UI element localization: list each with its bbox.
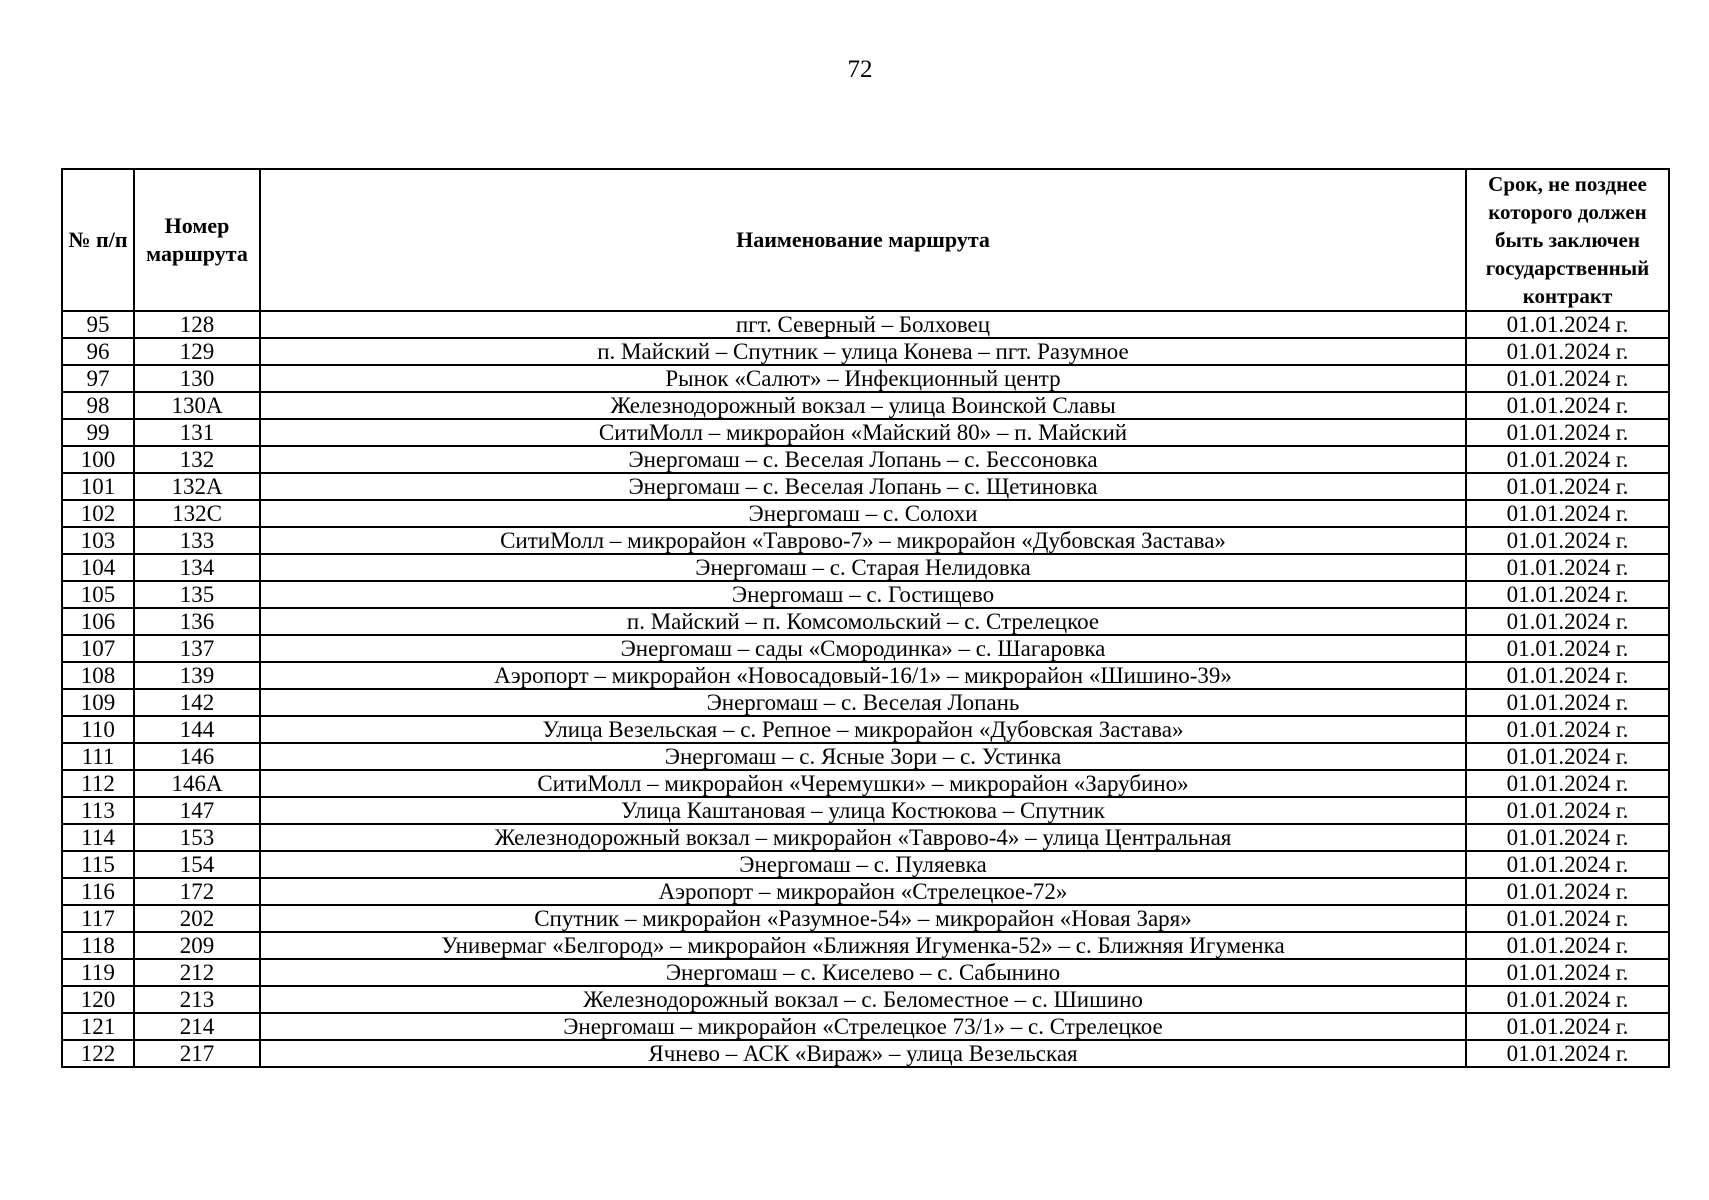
route-name: Рынок «Салют» – Инфекционный центр — [260, 365, 1466, 392]
contract-deadline: 01.01.2024 г. — [1466, 716, 1669, 743]
header-route-name: Наименование маршрута — [260, 169, 1466, 311]
route-number: 132А — [134, 473, 260, 500]
row-index: 119 — [62, 959, 134, 986]
table-row — [62, 797, 1669, 824]
row-index: 110 — [62, 716, 134, 743]
table-row — [62, 1013, 1669, 1040]
contract-deadline: 01.01.2024 г. — [1466, 1040, 1669, 1067]
table-row — [62, 635, 1669, 662]
contract-deadline: 01.01.2024 г. — [1466, 554, 1669, 581]
header-index: № п/п — [62, 169, 134, 311]
row-index: 114 — [62, 824, 134, 851]
route-name: Энергомаш – с. Киселево – с. Сабынино — [260, 959, 1466, 986]
route-name: Универмаг «Белгород» – микрорайон «Ближняя Игуменка-52» – с. Ближняя Игуменка — [260, 932, 1466, 959]
contract-deadline: 01.01.2024 г. — [1466, 797, 1669, 824]
header-deadline: Срок, не позднее которого должен быть заключен государственный контракт — [1466, 169, 1669, 311]
contract-deadline: 01.01.2024 г. — [1466, 635, 1669, 662]
route-name: Аэропорт – микрорайон «Новосадовый-16/1» – микрорайон «Шишино-39» — [260, 662, 1466, 689]
route-name: п. Майский – Спутник – улица Конева – пгт. Разумное — [260, 338, 1466, 365]
routes-table — [61, 168, 1670, 1068]
contract-deadline: 01.01.2024 г. — [1466, 824, 1669, 851]
route-number: 144 — [134, 716, 260, 743]
row-index: 105 — [62, 581, 134, 608]
row-index: 101 — [62, 473, 134, 500]
route-name: Ячнево – АСК «Вираж» – улица Везельская — [260, 1040, 1466, 1067]
contract-deadline: 01.01.2024 г. — [1466, 743, 1669, 770]
table-row — [62, 932, 1669, 959]
page-number: 72 — [847, 56, 873, 83]
route-number: 154 — [134, 851, 260, 878]
route-name: Улица Каштановая – улица Костюкова – Спутник — [260, 797, 1466, 824]
row-index: 121 — [62, 1013, 134, 1040]
row-index: 116 — [62, 878, 134, 905]
route-number: 217 — [134, 1040, 260, 1067]
contract-deadline: 01.01.2024 г. — [1466, 905, 1669, 932]
table-row — [62, 905, 1669, 932]
route-number: 146 — [134, 743, 260, 770]
row-index: 115 — [62, 851, 134, 878]
route-name: Улица Везельская – с. Репное – микрорайон «Дубовская Застава» — [260, 716, 1466, 743]
table-row — [62, 500, 1669, 527]
route-number: 132С — [134, 500, 260, 527]
route-number: 209 — [134, 932, 260, 959]
route-name: Энергомаш – с. Солохи — [260, 500, 1466, 527]
route-number: 134 — [134, 554, 260, 581]
route-name: Энергомаш – микрорайон «Стрелецкое 73/1» – с. Стрелецкое — [260, 1013, 1466, 1040]
contract-deadline: 01.01.2024 г. — [1466, 770, 1669, 797]
table-row — [62, 581, 1669, 608]
table-row — [62, 824, 1669, 851]
route-number: 136 — [134, 608, 260, 635]
contract-deadline: 01.01.2024 г. — [1466, 365, 1669, 392]
table-row — [62, 770, 1669, 797]
contract-deadline: 01.01.2024 г. — [1466, 851, 1669, 878]
table-row — [62, 527, 1669, 554]
contract-deadline: 01.01.2024 г. — [1466, 446, 1669, 473]
route-number: 139 — [134, 662, 260, 689]
table-row — [62, 419, 1669, 446]
header-route-number: Номер маршрута — [134, 169, 260, 311]
route-number: 131 — [134, 419, 260, 446]
route-number: 202 — [134, 905, 260, 932]
row-index: 104 — [62, 554, 134, 581]
route-name: СитиМолл – микрорайон «Майский 80» – п. Майский — [260, 419, 1466, 446]
contract-deadline: 01.01.2024 г. — [1466, 581, 1669, 608]
route-number: 172 — [134, 878, 260, 905]
route-name: Железнодорожный вокзал – с. Беломестное – с. Шишино — [260, 986, 1466, 1013]
table-row — [62, 392, 1669, 419]
contract-deadline: 01.01.2024 г. — [1466, 419, 1669, 446]
route-name: СитиМолл – микрорайон «Таврово-7» – микрорайон «Дубовская Застава» — [260, 527, 1466, 554]
route-name: СитиМолл – микрорайон «Черемушки» – микрорайон «Зарубино» — [260, 770, 1466, 797]
row-index: 111 — [62, 743, 134, 770]
route-number: 213 — [134, 986, 260, 1013]
route-number: 142 — [134, 689, 260, 716]
table-row — [62, 554, 1669, 581]
table-row — [62, 743, 1669, 770]
contract-deadline: 01.01.2024 г. — [1466, 878, 1669, 905]
row-index: 108 — [62, 662, 134, 689]
table-row — [62, 473, 1669, 500]
table-row — [62, 986, 1669, 1013]
route-name: Энергомаш – сады «Смородинка» – с. Шагаровка — [260, 635, 1466, 662]
route-name: Энергомаш – с. Пуляевка — [260, 851, 1466, 878]
route-name: Энергомаш – с. Веселая Лопань – с. Бессоновка — [260, 446, 1466, 473]
row-index: 98 — [62, 392, 134, 419]
table-row — [62, 365, 1669, 392]
row-index: 109 — [62, 689, 134, 716]
row-index: 96 — [62, 338, 134, 365]
table-row — [62, 716, 1669, 743]
contract-deadline: 01.01.2024 г. — [1466, 500, 1669, 527]
route-number: 129 — [134, 338, 260, 365]
route-name: Энергомаш – с. Веселая Лопань – с. Щетиновка — [260, 473, 1466, 500]
contract-deadline: 01.01.2024 г. — [1466, 473, 1669, 500]
route-name: Железнодорожный вокзал – микрорайон «Таврово-4» – улица Центральная — [260, 824, 1466, 851]
row-index: 112 — [62, 770, 134, 797]
route-number: 146А — [134, 770, 260, 797]
route-number: 137 — [134, 635, 260, 662]
row-index: 118 — [62, 932, 134, 959]
route-number: 132 — [134, 446, 260, 473]
contract-deadline: 01.01.2024 г. — [1466, 392, 1669, 419]
route-name: Энергомаш – с. Гостищево — [260, 581, 1466, 608]
route-name: Спутник – микрорайон «Разумное-54» – микрорайон «Новая Заря» — [260, 905, 1466, 932]
contract-deadline: 01.01.2024 г. — [1466, 986, 1669, 1013]
contract-deadline: 01.01.2024 г. — [1466, 932, 1669, 959]
contract-deadline: 01.01.2024 г. — [1466, 1013, 1669, 1040]
row-index: 100 — [62, 446, 134, 473]
contract-deadline: 01.01.2024 г. — [1466, 608, 1669, 635]
contract-deadline: 01.01.2024 г. — [1466, 959, 1669, 986]
row-index: 113 — [62, 797, 134, 824]
contract-deadline: 01.01.2024 г. — [1466, 527, 1669, 554]
table-row — [62, 446, 1669, 473]
route-number: 153 — [134, 824, 260, 851]
route-number: 133 — [134, 527, 260, 554]
route-number: 212 — [134, 959, 260, 986]
table-row — [62, 311, 1669, 338]
route-name: Энергомаш – с. Старая Нелидовка — [260, 554, 1466, 581]
row-index: 103 — [62, 527, 134, 554]
table-row — [62, 878, 1669, 905]
contract-deadline: 01.01.2024 г. — [1466, 338, 1669, 365]
row-index: 106 — [62, 608, 134, 635]
row-index: 102 — [62, 500, 134, 527]
contract-deadline: 01.01.2024 г. — [1466, 311, 1669, 338]
contract-deadline: 01.01.2024 г. — [1466, 662, 1669, 689]
contract-deadline: 01.01.2024 г. — [1466, 689, 1669, 716]
table-row — [62, 662, 1669, 689]
route-number: 147 — [134, 797, 260, 824]
row-index: 99 — [62, 419, 134, 446]
table-row — [62, 959, 1669, 986]
route-number: 135 — [134, 581, 260, 608]
table-row — [62, 689, 1669, 716]
route-name: пгт. Северный – Болховец — [260, 311, 1466, 338]
table-row — [62, 1040, 1669, 1067]
row-index: 122 — [62, 1040, 134, 1067]
header-row — [62, 169, 1669, 311]
row-index: 120 — [62, 986, 134, 1013]
route-number: 130 — [134, 365, 260, 392]
table-body — [62, 311, 1669, 1067]
row-index: 117 — [62, 905, 134, 932]
route-name: Железнодорожный вокзал – улица Воинской Славы — [260, 392, 1466, 419]
table-row — [62, 338, 1669, 365]
route-name: Аэропорт – микрорайон «Стрелецкое-72» — [260, 878, 1466, 905]
route-name: Энергомаш – с. Ясные Зори – с. Устинка — [260, 743, 1466, 770]
route-number: 128 — [134, 311, 260, 338]
route-name: Энергомаш – с. Веселая Лопань — [260, 689, 1466, 716]
row-index: 107 — [62, 635, 134, 662]
route-name: п. Майский – п. Комсомольский – с. Стрелецкое — [260, 608, 1466, 635]
table-row — [62, 851, 1669, 878]
table-header — [62, 169, 1669, 311]
table-row — [62, 608, 1669, 635]
row-index: 97 — [62, 365, 134, 392]
route-number: 130А — [134, 392, 260, 419]
route-number: 214 — [134, 1013, 260, 1040]
row-index: 95 — [62, 311, 134, 338]
